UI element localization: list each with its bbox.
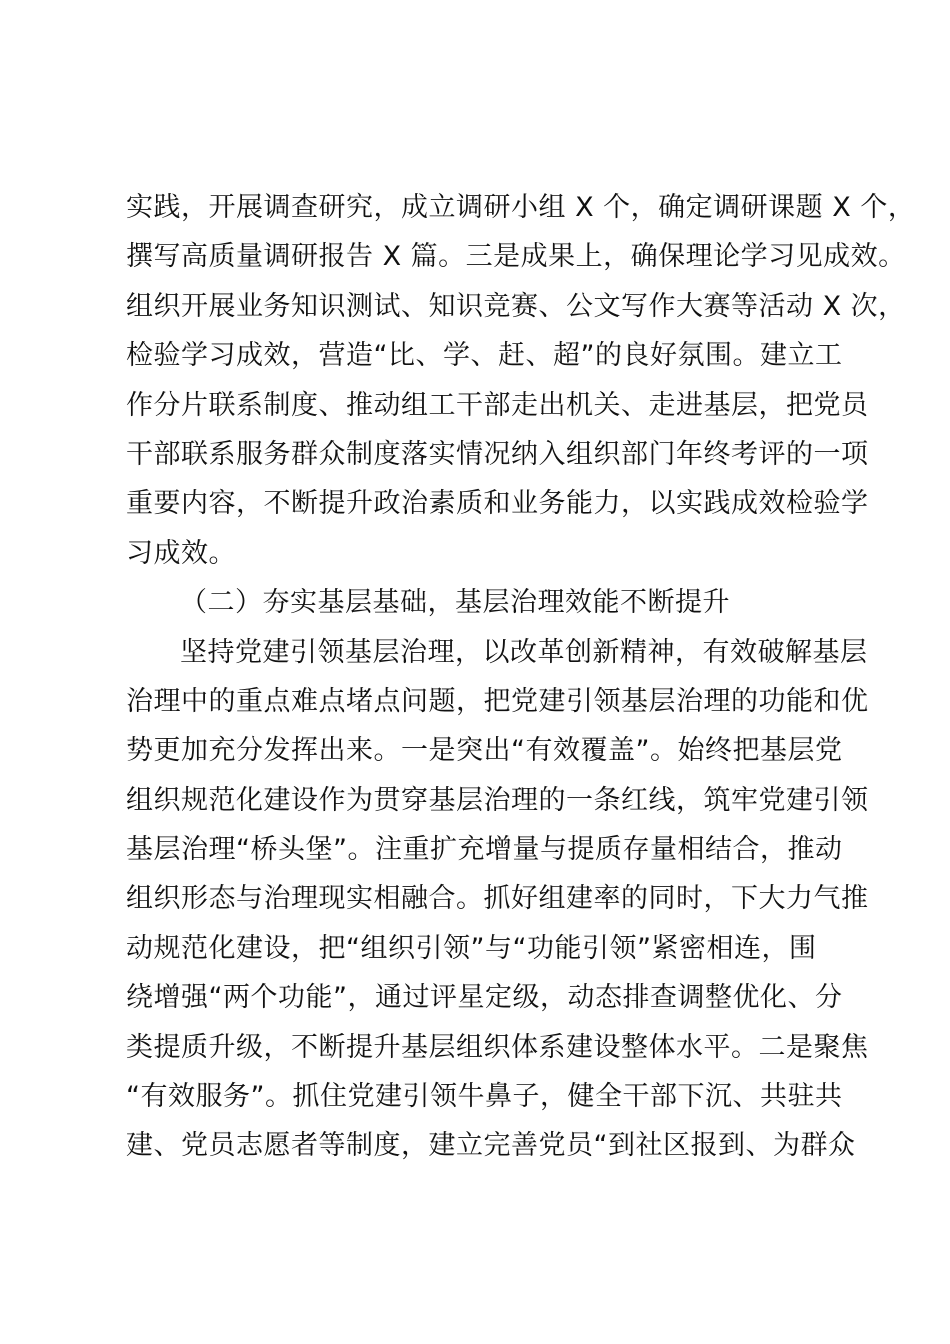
text-line: 组织规范化建设作为贯穿基层治理的一条红线，筑牢党建引领	[126, 784, 869, 816]
text-line: 实践，开展调查研究，成立调研小组 X 个，确定调研课题 X 个，	[126, 192, 916, 223]
text-line: 撰写高质量调研报告 X 篇。三是成果上，确保理论学习见成效。	[126, 241, 906, 273]
text-line: 治理中的重点难点堵点问题，把党建引领基层治理的功能和优	[126, 685, 869, 717]
text-line: 干部联系服务群众制度落实情况纳入组织部门年终考评的一项	[126, 438, 869, 470]
text-line: 习成效。	[126, 537, 236, 569]
text-line: 动规范化建设，把“组织引领”与“功能引领”紧密相连，围	[126, 932, 817, 964]
text-line: 坚持党建引领基层治理，以改革创新精神，有效破解基层	[180, 636, 868, 668]
text-line: 检验学习成效，营造“比、学、赶、超”的良好氛围。建立工	[126, 340, 843, 372]
text-line: 绕增强“两个功能”，通过评星定级，动态排查调整优化、分	[126, 982, 843, 1014]
document-body	[126, 183, 916, 1171]
text-line: 建、党员志愿者等制度，建立完善党员“到社区报到、为群众	[126, 1130, 856, 1162]
text-line: 组织开展业务知识测试、知识竞赛、公文写作大赛等活动 X 次，	[126, 290, 906, 322]
text-line: 重要内容，不断提升政治素质和业务能力，以实践成效检验学	[126, 488, 869, 520]
text-line: “有效服务”。抓住党建引领牛鼻子，健全干部下沉、共驻共	[126, 1081, 843, 1113]
text-line: 基层治理“桥头堡”。注重扩充增量与提质存量相结合，推动	[126, 834, 843, 866]
text-line: 势更加充分发挥出来。一是突出“有效覆盖”。始终把基层党	[126, 735, 843, 767]
text-line: 类提质升级，不断提升基层组织体系建设整体水平。二是聚焦	[126, 1031, 869, 1063]
text-line: 作分片联系制度、推动组工干部走出机关、走进基层，把党员	[126, 389, 869, 421]
text-line: 组织形态与治理现实相融合。抓好组建率的同时，下大力气推	[126, 883, 869, 915]
section-heading: （二）夯实基层基础，基层治理效能不断提升	[180, 587, 730, 619]
